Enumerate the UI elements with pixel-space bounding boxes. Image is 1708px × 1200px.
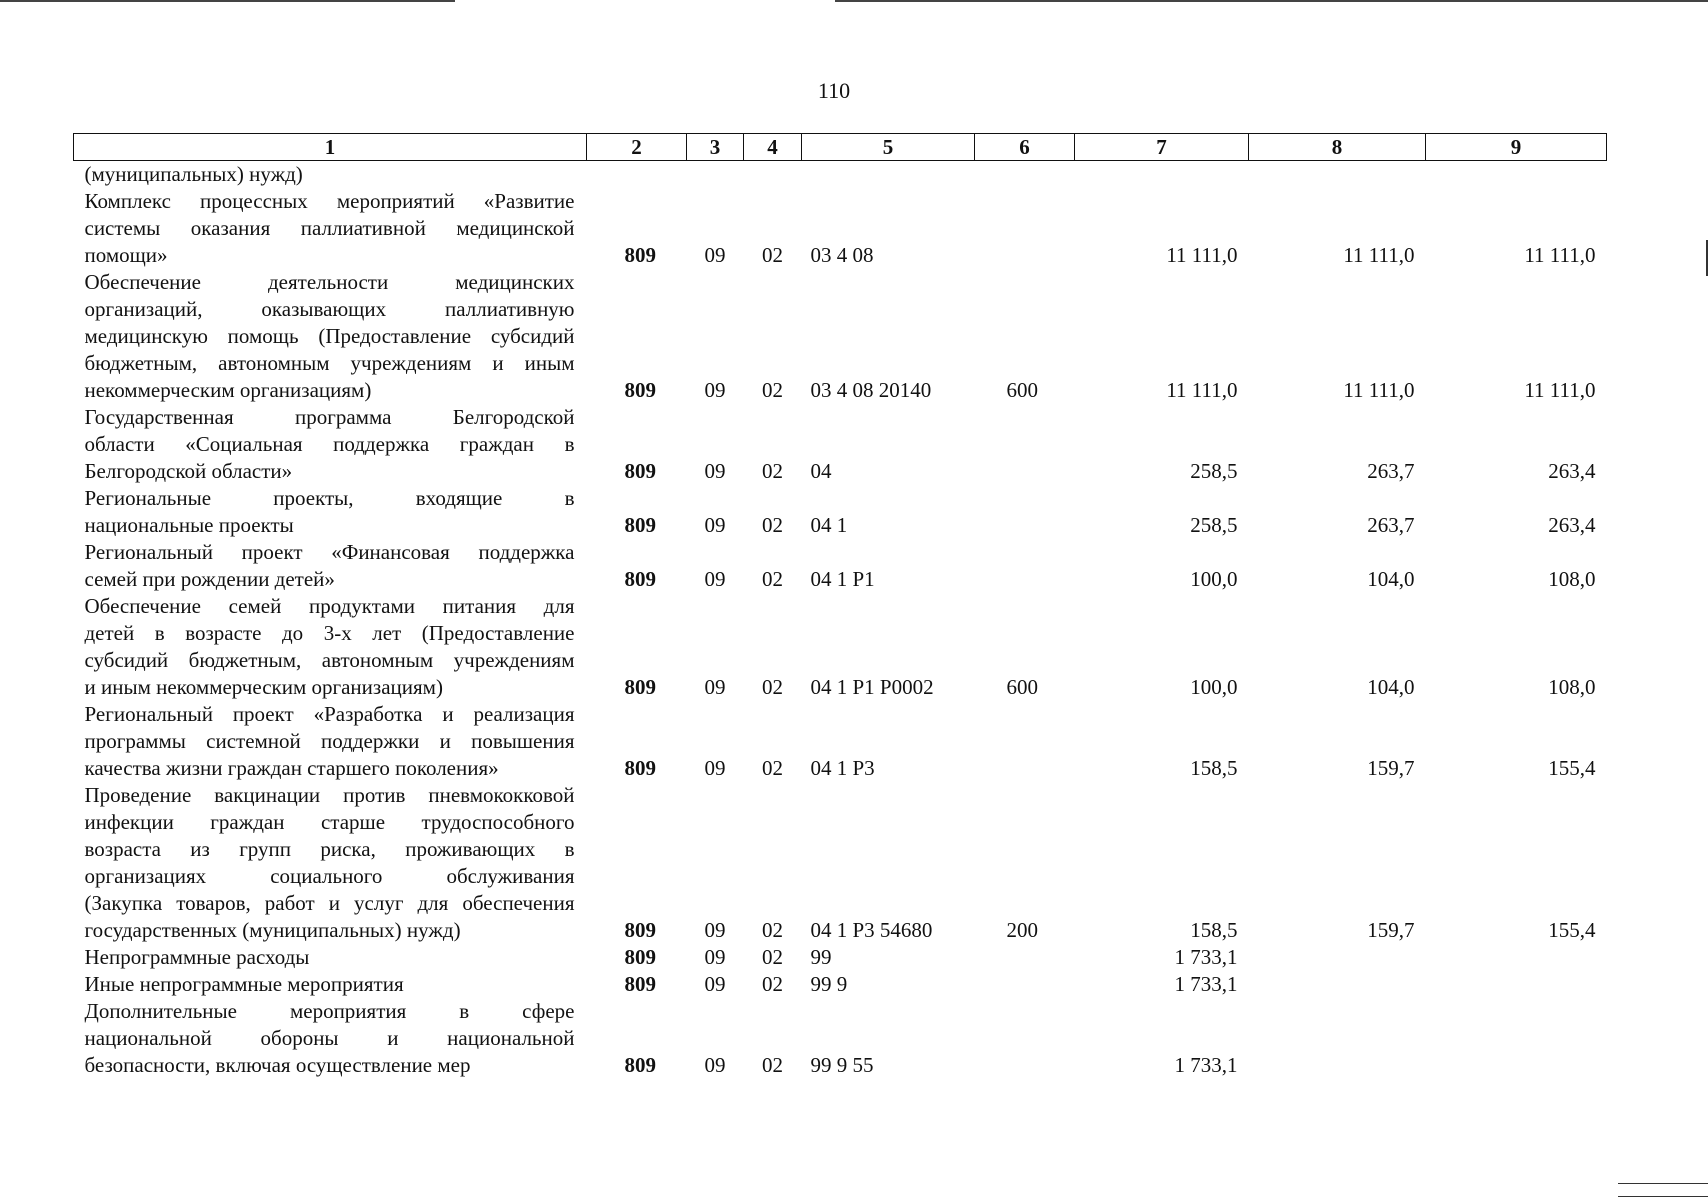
table-row (74, 701, 1607, 782)
cell-expense-type: 600 (1006, 378, 1038, 402)
cell-section-code (687, 161, 744, 189)
item-name-line: субсидий бюджетным, автономным учреждениям (84, 648, 575, 672)
cell-item-name (74, 593, 587, 701)
cell-grbs-code: 809 (624, 513, 656, 537)
cell-grbs-code (587, 161, 687, 189)
cell-grbs-code: 809 (624, 756, 656, 780)
cell-amount-year-2: 11 111,0 (1343, 243, 1415, 267)
cell-subsection-code: 02 (762, 513, 783, 537)
cell-amount-year-1: 1 733,1 (1174, 972, 1238, 996)
cell-amount-year-2 (1249, 161, 1426, 189)
item-name-line: и иным некоммерческим организациям) (84, 675, 443, 699)
item-name-line: (муниципальных) нужд) (84, 162, 303, 186)
item-name-line: Дополнительные мероприятия в сфере (84, 999, 575, 1023)
cell-item-name (74, 971, 587, 998)
cell-section-code: 09 (704, 675, 726, 699)
cell-amount-year-1: 258,5 (1190, 513, 1238, 537)
cell-amount-year-2 (1249, 971, 1426, 998)
column-header-7: 7 (1075, 134, 1249, 161)
cell-target-article: 99 9 55 (810, 1053, 874, 1077)
table-row (74, 971, 1607, 998)
table-row (74, 269, 1607, 404)
cell-amount-year-3 (1426, 971, 1607, 998)
cell-amount-year-1: 11 111,0 (1166, 378, 1238, 402)
item-name-line: бюджетным, автономным учреждениям и иным (84, 351, 575, 375)
cell-amount-year-2: 263,7 (1367, 459, 1415, 483)
item-name-line: некоммерческим организациям) (84, 378, 372, 402)
cell-grbs-code: 809 (624, 1053, 656, 1077)
column-header-1: 1 (74, 134, 587, 161)
cell-amount-year-1: 1 733,1 (1174, 945, 1238, 969)
cell-grbs-code: 809 (624, 459, 656, 483)
cell-amount-year-2 (1249, 998, 1426, 1079)
cell-amount-year-3 (1426, 944, 1607, 971)
cell-grbs-code: 809 (624, 972, 656, 996)
table-row (74, 161, 1607, 189)
column-header-9: 9 (1426, 134, 1607, 161)
table-row (74, 998, 1607, 1079)
item-name-line: программы системной поддержки и повышения (84, 729, 575, 753)
column-header-2: 2 (587, 134, 687, 161)
cell-subsection-code: 02 (762, 945, 783, 969)
cell-expense-type (975, 485, 1075, 539)
cell-amount-year-2 (1249, 944, 1426, 971)
cell-amount-year-1: 258,5 (1190, 459, 1238, 483)
table-row (74, 944, 1607, 971)
cell-target-article: 04 (810, 459, 832, 483)
item-name-line: Иные непрограммные мероприятия (84, 972, 404, 996)
cell-target-article (802, 161, 975, 189)
column-header-8: 8 (1249, 134, 1426, 161)
cell-amount-year-2: 263,7 (1367, 513, 1415, 537)
item-name-line: организаций, оказывающих паллиативную (84, 297, 575, 321)
column-header-4: 4 (744, 134, 802, 161)
table-header-row (74, 134, 1607, 161)
cell-item-name (74, 944, 587, 971)
cell-item-name (74, 404, 587, 485)
table-row (74, 188, 1607, 269)
cell-target-article: 99 (810, 945, 832, 969)
item-name-line: Обеспечение деятельности медицинских (84, 270, 575, 294)
cell-amount-year-1: 158,5 (1190, 918, 1238, 942)
cell-target-article: 99 9 (810, 972, 848, 996)
cell-section-code: 09 (704, 567, 726, 591)
table-row (74, 593, 1607, 701)
margin-mark-bottom-right (1618, 1183, 1708, 1184)
cell-amount-year-1: 1 733,1 (1174, 1053, 1238, 1077)
cell-amount-year-3: 155,4 (1548, 918, 1596, 942)
item-name-line: Обеспечение семей продуктами питания для (84, 594, 575, 618)
item-name-line: безопасности, включая осуществление мер (84, 1053, 471, 1077)
cell-section-code: 09 (704, 243, 726, 267)
cell-amount-year-3: 11 111,0 (1524, 243, 1596, 267)
cell-target-article: 03 4 08 (810, 243, 874, 267)
cell-amount-year-3: 263,4 (1548, 459, 1596, 483)
cell-section-code: 09 (704, 513, 726, 537)
cell-grbs-code: 809 (624, 945, 656, 969)
cell-amount-year-1: 100,0 (1190, 675, 1238, 699)
cell-expense-type (975, 404, 1075, 485)
item-name-line: возраста из групп риска, проживающих в (84, 837, 575, 861)
cell-grbs-code: 809 (624, 918, 656, 942)
cell-expense-type (975, 998, 1075, 1079)
cell-amount-year-1: 158,5 (1190, 756, 1238, 780)
cell-amount-year-3: 155,4 (1548, 756, 1596, 780)
item-name-line: Белгородской области» (84, 459, 293, 483)
table-row (74, 404, 1607, 485)
item-name-line: (Закупка товаров, работ и услуг для обеспечения (84, 891, 575, 915)
cell-amount-year-3: 263,4 (1548, 513, 1596, 537)
cell-grbs-code: 809 (624, 243, 656, 267)
cell-target-article: 04 1 Р1 (810, 567, 875, 591)
table-body (74, 161, 1607, 1080)
cell-expense-type (975, 944, 1075, 971)
cell-expense-type (975, 539, 1075, 593)
margin-mark-bottom-right-2 (1618, 1196, 1708, 1197)
item-name-line: Региональные проекты, входящие в (84, 486, 575, 510)
item-name-line: государственных (муниципальных) нужд) (84, 918, 461, 942)
table-row (74, 539, 1607, 593)
cell-target-article: 04 1 Р1 Р0002 (810, 675, 934, 699)
cell-item-name (74, 998, 587, 1079)
cell-amount-year-3 (1426, 161, 1607, 189)
scan-edge-line-left (0, 0, 455, 2)
cell-amount-year-2: 159,7 (1367, 756, 1415, 780)
cell-subsection-code: 02 (762, 243, 783, 267)
item-name-line: помощи» (84, 243, 168, 267)
item-name-line: Региональный проект «Разработка и реализация (84, 702, 575, 726)
column-header-3: 3 (687, 134, 744, 161)
cell-expense-type (975, 701, 1075, 782)
cell-item-name (74, 539, 587, 593)
item-name-line: качества жизни граждан старшего поколения» (84, 756, 499, 780)
cell-section-code: 09 (704, 972, 726, 996)
item-name-line: организациях социального обслуживания (84, 864, 575, 888)
column-header-5: 5 (802, 134, 975, 161)
cell-target-article: 04 1 (810, 513, 848, 537)
cell-amount-year-1: 11 111,0 (1166, 243, 1238, 267)
cell-section-code: 09 (704, 918, 726, 942)
item-name-line: области «Социальная поддержка граждан в (84, 432, 575, 456)
cell-item-name (74, 701, 587, 782)
cell-section-code: 09 (704, 378, 726, 402)
cell-amount-year-1: 100,0 (1190, 567, 1238, 591)
table-row (74, 782, 1607, 944)
item-name-line: Проведение вакцинации против пневмококковой (84, 783, 575, 807)
cell-grbs-code: 809 (624, 675, 656, 699)
cell-amount-year-2: 159,7 (1367, 918, 1415, 942)
item-name-line: семей при рождении детей» (84, 567, 335, 591)
cell-amount-year-1 (1075, 161, 1249, 189)
scan-edge-line-right (835, 0, 1708, 2)
cell-subsection-code: 02 (762, 1053, 783, 1077)
cell-subsection-code: 02 (762, 918, 783, 942)
item-name-line: инфекции граждан старше трудоспособного (84, 810, 575, 834)
cell-grbs-code: 809 (624, 567, 656, 591)
table-row (74, 485, 1607, 539)
item-name-line: Непрограммные расходы (84, 945, 310, 969)
cell-expense-type (975, 188, 1075, 269)
cell-target-article: 04 1 Р3 54680 (810, 918, 933, 942)
cell-grbs-code: 809 (624, 378, 656, 402)
cell-expense-type: 200 (1006, 918, 1038, 942)
cell-item-name (74, 485, 587, 539)
cell-subsection-code (744, 161, 802, 189)
cell-amount-year-2: 104,0 (1367, 567, 1415, 591)
column-header-6: 6 (975, 134, 1075, 161)
cell-section-code: 09 (704, 459, 726, 483)
cell-subsection-code: 02 (762, 378, 783, 402)
cell-amount-year-3: 108,0 (1548, 675, 1596, 699)
cell-item-name (74, 161, 587, 189)
cell-item-name (74, 188, 587, 269)
cell-expense-type (975, 161, 1075, 189)
item-name-line: национальные проекты (84, 513, 294, 537)
cell-amount-year-2: 11 111,0 (1343, 378, 1415, 402)
item-name-line: медицинскую помощь (Предоставление субсидий (84, 324, 575, 348)
page-number: 110 (817, 78, 851, 103)
cell-target-article: 04 1 Р3 (810, 756, 875, 780)
item-name-line: Комплекс процессных мероприятий «Развитие (84, 189, 575, 213)
cell-target-article: 03 4 08 20140 (810, 378, 932, 402)
cell-section-code: 09 (704, 1053, 726, 1077)
budget-table (73, 133, 1607, 1079)
cell-subsection-code: 02 (762, 756, 783, 780)
item-name-line: национальной обороны и национальной (84, 1026, 575, 1050)
item-name-line: детей в возрасте до 3-х лет (Предоставление (84, 621, 575, 645)
item-name-line: Региональный проект «Финансовая поддержка (84, 540, 575, 564)
cell-expense-type (975, 971, 1075, 998)
cell-subsection-code: 02 (762, 972, 783, 996)
cell-amount-year-3 (1426, 998, 1607, 1079)
item-name-line: системы оказания паллиативной медицинской (84, 216, 575, 240)
item-name-line: Государственная программа Белгородской (84, 405, 575, 429)
cell-subsection-code: 02 (762, 675, 783, 699)
cell-amount-year-3: 11 111,0 (1524, 378, 1596, 402)
cell-expense-type: 600 (1006, 675, 1038, 699)
cell-amount-year-2: 104,0 (1367, 675, 1415, 699)
cell-amount-year-3: 108,0 (1548, 567, 1596, 591)
cell-item-name (74, 269, 587, 404)
cell-section-code: 09 (704, 945, 726, 969)
cell-subsection-code: 02 (762, 459, 783, 483)
cell-section-code: 09 (704, 756, 726, 780)
cell-subsection-code: 02 (762, 567, 783, 591)
cell-item-name (74, 782, 587, 944)
